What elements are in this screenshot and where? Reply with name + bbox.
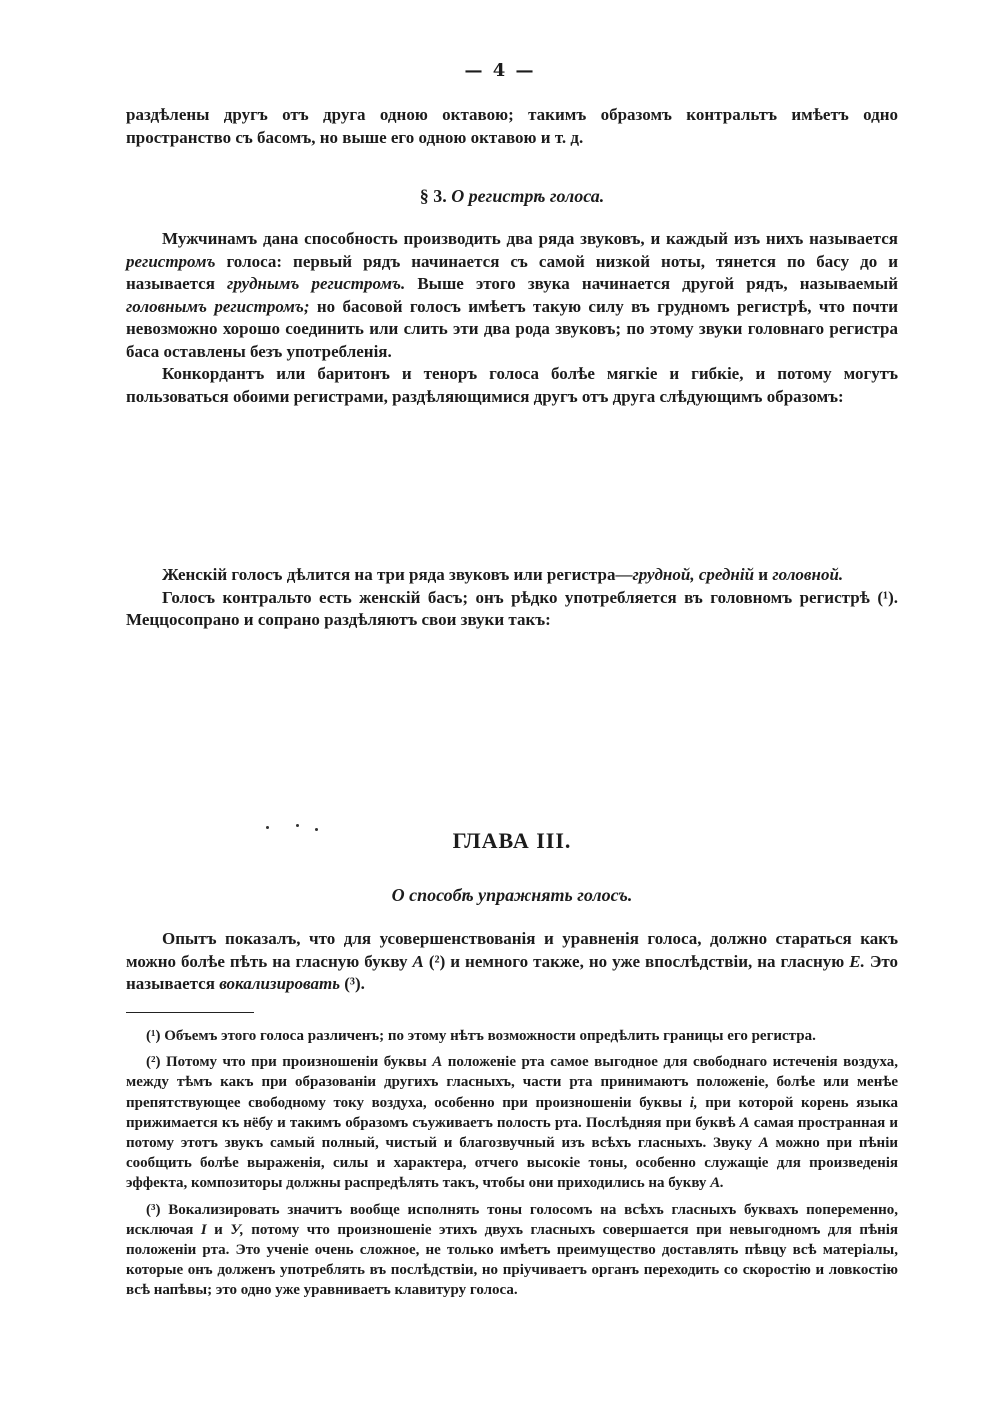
footnote-2: (²) Потому что при произношеніи буквы А положеніе рта самое выгодное для свободнаго истеченія воздуха, между тѣмъ какъ при образованіи другихъ гласныхъ, части рта принимаютъ положеніе, болѣе или менѣе препятствующее свободному току воздуха, особенно при произношеніи буквы i, при которой корень языка прижимается къ нёбу и такимъ образомъ съуживаетъ полость рта. Послѣдняя при буквѣ А самая пространная и потому этотъ звукъ самый полный, чистый и благозвучный изъ всѣхъ гласныхъ. Звуку А можно при пѣніи сообщить болѣе выраженія, силы и характера, отчего высокіе тоны, особенно служащіе для произведенія эффекта, композиторы должны распредѣлять такъ, чтобы они приходились на букву А. [126, 1054, 899, 1192]
footnote-3: (³) Вокализировать значитъ вообще исполнять тоны голосомъ на всѣхъ гласныхъ буквахъ попеременно, исключая I и У, потому что произношеніе этихъ двухъ гласныхъ совершается при невыгодномъ для пѣнія положеніи рта. Это ученіе очень сложное, не только имѣетъ преимущество доставлять пѣвцу всѣ матеріалы, которые онъ долженъ употреблять въ послѣдствіи, но пріучиваетъ органъ переходить со скоростію и ловкостію всѣ напѣвы; это одно уже уравниваетъ клавитуру голоса. [126, 1201, 898, 1299]
page-number: — 4 — [464, 60, 536, 81]
section-title: О регистрѣ голоса. [451, 186, 605, 206]
paragraph-male-registers: Мужчинамъ дана способность производить два ряда звуковъ, и каждый изъ нихъ называется регистромъ голоса: первый рядъ начинается съ самой низкой ноты, тянется по басу до и называется груднымъ регистромъ. Выше этого звука начинается другой рядъ, называемый головнымъ регистромъ; но басовой голосъ имѣетъ такую силу въ грудномъ регистрѣ, что почти невозможно хорошо соединить или слить эти два рода звуковъ; по этому звуки головнаго регистра баса оставлены безъ употребленія. [126, 229, 898, 361]
intro-text: раздѣлены другъ отъ друга одною октавою; такимъ образомъ контральтъ имѣетъ одно пространство съ басомъ, но выше его одною октавою и т. д. [126, 105, 898, 147]
chapter-body [126, 928, 898, 996]
chapter-title: ГЛАВА III. [452, 828, 572, 853]
section-number: § 3. [419, 186, 447, 206]
section-heading [126, 186, 898, 207]
paragraph-vocalise: Опытъ показалъ, что для усовершенствованія и уравненія голоса, должно стараться какъ можно болѣе пѣть на гласную букву А (²) и немного также, но уже впослѣдствіи, на гласную Е. Это называется вокализировать (³). [126, 929, 899, 993]
footnote-divider [126, 1012, 254, 1013]
intro-paragraph [126, 104, 898, 149]
paragraph-baritone-tenor: Конкордантъ или баритонъ и теноръ голоса болѣе мягкіе и гибкіе, и потому могутъ пользоваться обоими регистрами, раздѣляющимися другъ отъ друга слѣдующимъ образомъ: [126, 364, 898, 406]
footnotes [126, 1026, 898, 1307]
paragraph-contralto: Голосъ контральто есть женскій басъ; онъ рѣдко употребляется въ головномъ регистрѣ (¹). Меццосопрано и сопрано раздѣляютъ свои звуки такъ: [126, 587, 898, 629]
paragraph-female-registers: Женскій голосъ дѣлится на три ряда звуковъ или регистра—грудной, средній и головной. [162, 565, 844, 584]
footnote-1: (¹) Объемъ этого голоса различенъ; по этому нѣтъ возможности опредѣлить границы его регистра. [146, 1028, 816, 1044]
section-body [126, 228, 898, 408]
section-body-female [126, 564, 898, 632]
chapter-subtitle: О способѣ упражнять голосъ. [391, 885, 633, 905]
